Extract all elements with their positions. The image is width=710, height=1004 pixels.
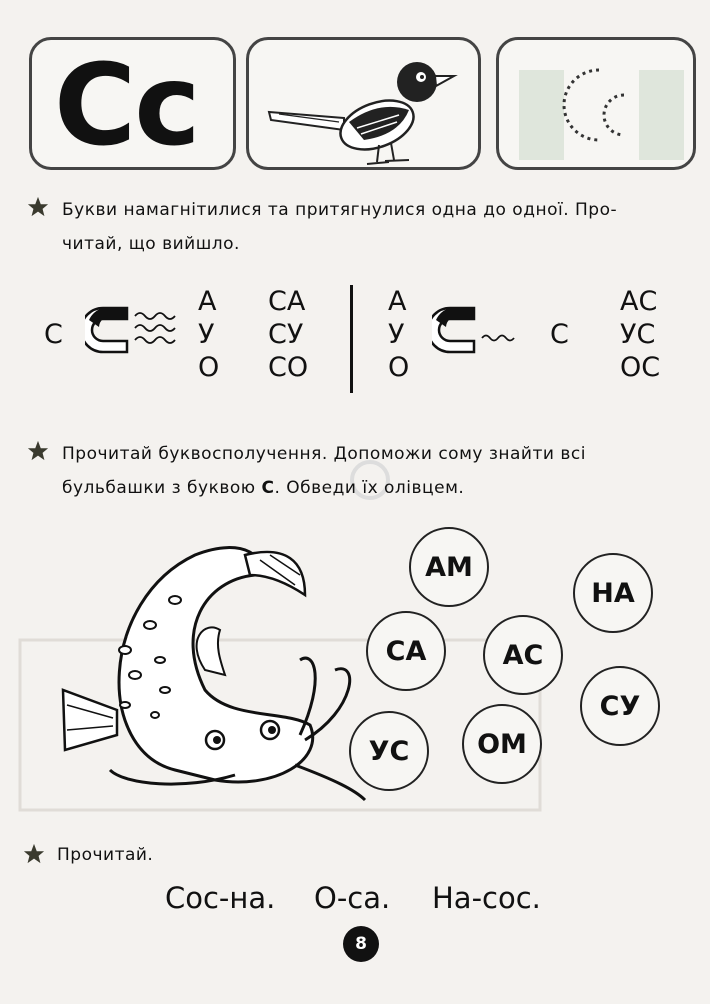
reading-word: О-са.: [314, 881, 391, 915]
task2-line2-after: . Обведи їх олівцем.: [274, 478, 465, 498]
task1-text-end: читай, що вийшло.: [62, 234, 240, 254]
left-vowel: А: [198, 286, 217, 317]
letter-card: [29, 37, 236, 170]
task3-title: Прочитай.: [57, 845, 154, 865]
right-result: АС: [620, 286, 658, 317]
page-number: 8: [343, 926, 379, 962]
task1-text-start: Букви намагнітилися та притягнулися одна до одної. Про-: [62, 200, 618, 220]
left-consonant: С: [44, 319, 63, 350]
reading-word: На-сос.: [432, 881, 541, 915]
bubble-su[interactable]: СУ: [580, 666, 660, 746]
star-icon: [27, 440, 49, 462]
divider-line: [350, 285, 353, 393]
catfish-illustration: [55, 540, 375, 810]
right-result: ОС: [620, 352, 661, 383]
star-icon: [27, 196, 49, 218]
left-result: СА: [268, 286, 306, 317]
right-consonant: С: [550, 319, 569, 350]
left-results: [268, 286, 308, 385]
magnet-left-icon: [85, 300, 195, 360]
magnet-right-icon: [432, 300, 532, 360]
bubble-om[interactable]: ОМ: [462, 704, 542, 784]
left-vowel: У: [198, 319, 215, 350]
left-vowels: [198, 286, 219, 385]
big-letter-cc: Cc: [54, 41, 199, 170]
right-vowel: А: [388, 286, 407, 317]
star-icon: [23, 843, 45, 865]
task2-instruction: [62, 437, 676, 505]
right-vowel: У: [388, 319, 405, 350]
magpie-illustration: [249, 40, 481, 170]
bubble-as[interactable]: АС: [483, 615, 563, 695]
bubble-sa[interactable]: СА: [366, 611, 446, 691]
right-vowel: О: [388, 352, 410, 383]
task2-line1: Прочитай буквосполучення. Допоможи сому знайти всі: [62, 444, 586, 464]
task2-letter: С: [261, 478, 275, 498]
right-result: УС: [620, 319, 656, 350]
right-vowels: [388, 286, 409, 385]
left-result: СУ: [268, 319, 304, 350]
bubble-na[interactable]: НА: [573, 553, 653, 633]
task2-line2-before: бульбашки з буквою: [62, 478, 262, 498]
bubble-us[interactable]: УС: [349, 711, 429, 791]
dotted-letter-card: [496, 37, 696, 170]
left-vowel: О: [198, 352, 220, 383]
left-result: СО: [268, 352, 309, 383]
reading-word: Сос-на.: [165, 881, 276, 915]
right-results: [620, 286, 660, 385]
trace-letter-illustration: [499, 40, 696, 170]
magpie-card: [246, 37, 481, 170]
bubble-am[interactable]: АМ: [409, 527, 489, 607]
task1-instruction: [62, 193, 676, 261]
